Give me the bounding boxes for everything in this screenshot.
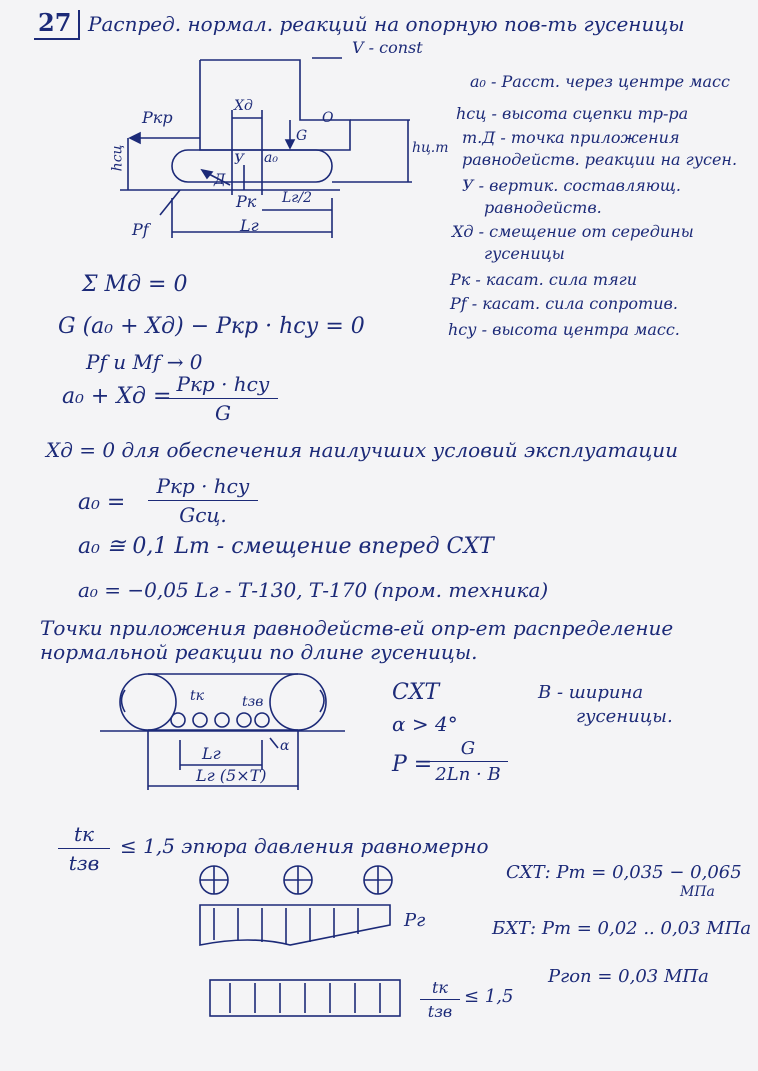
cxt-unit: МПа (680, 884, 715, 900)
ratio2-fraction (420, 978, 460, 1021)
legend-item: т.Д - точка приложения (462, 128, 680, 147)
label-y: У (234, 152, 245, 168)
page-subtitle: V - const (352, 38, 423, 57)
idler-wheel (270, 674, 326, 730)
label-tk: tк (190, 688, 204, 704)
label-hct: hц.т (412, 140, 449, 156)
pressure-formula-left: P = (392, 752, 433, 777)
label-tzb: tзв (242, 694, 264, 710)
label-pk: Рк (236, 192, 257, 211)
legend-item: гусеницы (484, 244, 565, 263)
cxt-heading: СХТ (392, 680, 440, 705)
equation-a0-negative: a₀ = −0,05 Lг - Т-130, Т-170 (пром. техника) (78, 578, 549, 602)
legend-item: hсу - высота центра масс. (448, 320, 680, 339)
equation-a0-fraction (148, 474, 258, 527)
label-hcy: hсц (109, 144, 126, 172)
label-xd: Xд (234, 98, 253, 114)
legend-item: Рк - касат. сила тяги (450, 270, 638, 289)
equation-condition: Pf и Mf → 0 (86, 350, 203, 374)
equation-a0-approx: a₀ ≅ 0,1 Lт - смещение вперед СХТ (78, 534, 494, 559)
legend-item: Pf - касат. сила сопротив. (450, 294, 678, 313)
task-number: 27 (38, 8, 72, 37)
equation-sum-fraction (168, 372, 278, 425)
allowable-pressure: Pгоп = 0,03 МПа (548, 966, 709, 987)
fraction-numerator: tк (432, 978, 448, 997)
legend-item: равнодейств. (484, 198, 602, 217)
statement-line-1: Точки приложения равнодейств-ей опр-ет распределение (40, 616, 674, 640)
track-outline (172, 150, 332, 182)
label-a0: a₀ (264, 150, 278, 166)
width-note-2: гусеницы. (576, 706, 673, 727)
label-lr-track: Lг (202, 744, 221, 763)
label-lr2: Lг/2 (282, 190, 312, 206)
label-o: O (322, 110, 334, 126)
fraction-denominator: tзв (68, 851, 100, 875)
label-lr-5t: Lг (5×Т) (196, 766, 267, 785)
pkr-arrowhead (130, 133, 140, 143)
label-lr: Lг (240, 216, 259, 235)
ratio2-condition: ≤ 1,5 (464, 986, 514, 1007)
ratio-fraction (58, 822, 110, 875)
legend-item: a₀ - Расст. через центре масс (470, 72, 730, 91)
fraction-denominator: tзв (427, 1002, 453, 1021)
fraction-denominator: Gсц. (179, 503, 227, 527)
label-pkr: Ркр (142, 108, 173, 127)
legend-item: У - вертик. составляющ. (462, 176, 681, 195)
equation-balance: G (a₀ + Xд) − Pкр · hсу = 0 (58, 314, 365, 339)
bxt-pressure: БХТ: Pт = 0,02 .. 0,03 МПа (492, 918, 752, 939)
label-alpha: α (280, 738, 290, 754)
width-note-1: В - ширина (538, 682, 644, 703)
alpha-condition: α > 4° (392, 712, 458, 736)
legend-item: равнодейств. реакции на гусен. (462, 150, 738, 169)
label-pr: Рг (404, 910, 426, 931)
legend-item: hсц - высота сцепки тр-ра (456, 104, 689, 123)
fraction-denominator: G (215, 401, 231, 425)
drive-wheel (120, 674, 176, 730)
pressure-formula-fraction (428, 738, 508, 785)
page-title: Распред. нормал. реакций на опорную пов-ть гусеницы (88, 12, 685, 36)
equation-xd-zero: Xд = 0 для обеспечения наилучших условий эксплуатации (46, 438, 679, 462)
ratio-condition: ≤ 1,5 эпюра давления равномерно (120, 834, 489, 858)
statement-line-2: нормальной реакции по длине гусеницы. (40, 640, 478, 664)
fraction-numerator: tк (74, 822, 94, 846)
equation-sum-left: a₀ + Xд = (62, 384, 172, 409)
legend-item: Xд - смещение от середины (452, 222, 694, 241)
fraction-numerator: G (460, 738, 476, 759)
equation-a0-left: a₀ = (78, 490, 126, 515)
label-g: G (296, 128, 308, 144)
fraction-numerator: Pкр · hсу (176, 372, 270, 396)
fraction-denominator: 2Lп · В (435, 764, 501, 785)
equation-moment: Σ Mд = 0 (82, 272, 188, 297)
pressure-diagram-1 (200, 905, 390, 945)
label-d: Д (214, 172, 226, 188)
fraction-numerator: Pкр · hсу (156, 474, 250, 498)
cxt-pressure: СХТ: Pт = 0,035 − 0,065 (506, 862, 742, 883)
label-pf: Pf (132, 220, 149, 239)
tractor-body (200, 60, 350, 150)
